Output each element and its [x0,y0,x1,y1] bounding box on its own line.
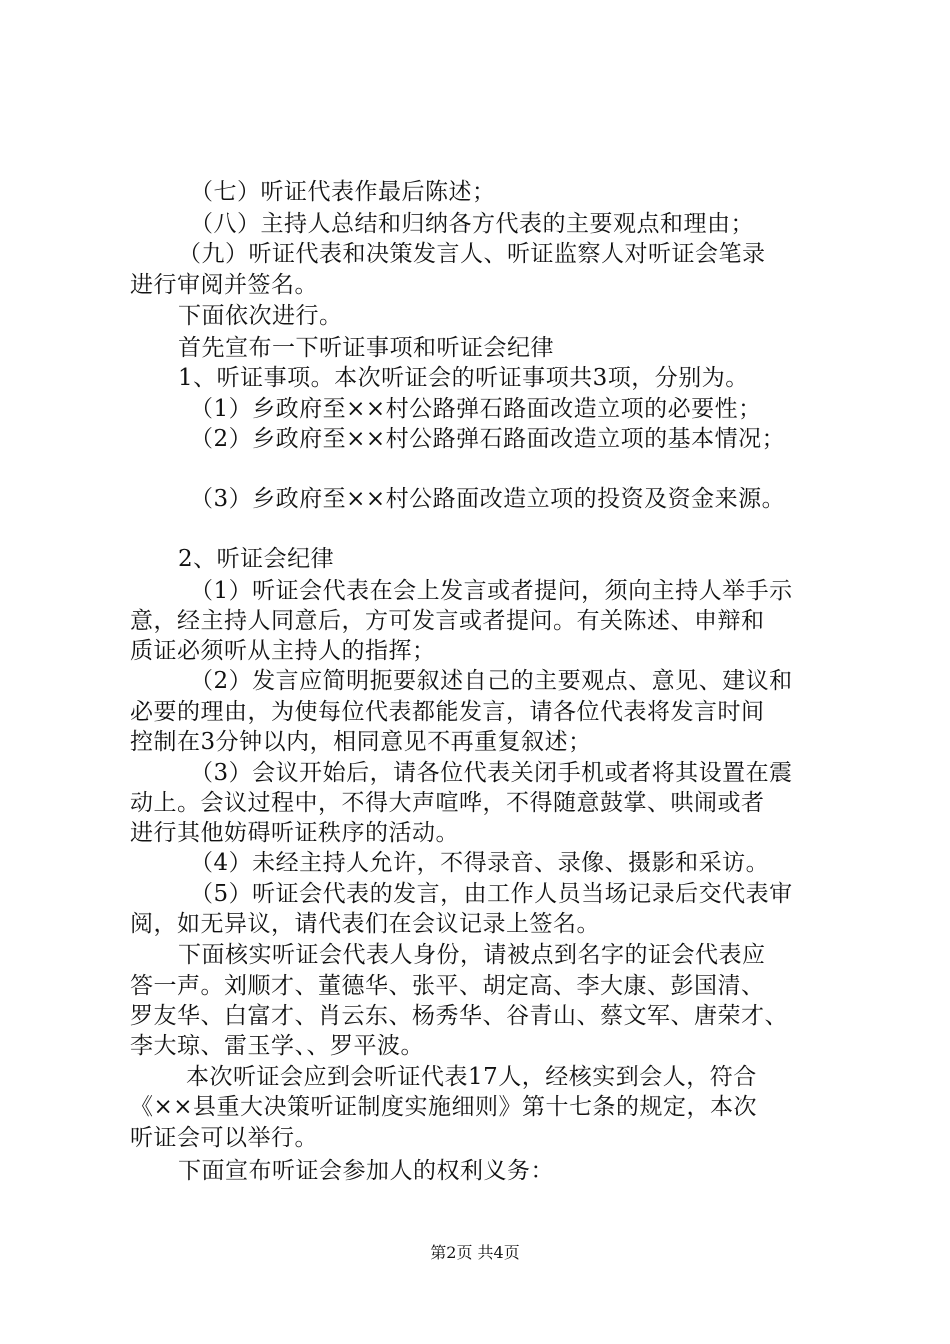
text-line: （2）乡政府至××村公路弹石路面改造立项的基本情况； [190,426,786,452]
text-line: （九）听证代表和决策发言人、听证监察人对听证会笔录 [178,241,766,267]
text-line: 听证会可以举行。 [130,1125,318,1151]
text-line: 罗友华、白富才、肖云东、杨秀华、谷青山、蔡文军、唐荣才、 [130,1003,788,1029]
text-line: 《××县重大决策听证制度实施细则》第十七条的规定，本次 [130,1094,758,1120]
text-line: 下面依次进行。 [178,303,343,329]
text-line: 李大琼、雷玉学、、罗平波。 [130,1033,424,1059]
text-line: 2、听证会纪律 [178,546,335,572]
text-line: （1）乡政府至××村公路弹石路面改造立项的必要性； [190,396,762,422]
text-line: 意，经主持人同意后，方可发言或者提问。有关陈述、申辩和 [130,608,765,634]
text-line: 答一声。刘顺才、董德华、张平、胡定高、李大康、彭国清、 [130,973,765,999]
text-line: （八）主持人总结和归纳各方代表的主要观点和理由； [190,211,754,237]
text-line: （5）听证会代表的发言，由工作人员当场记录后交代表审 [190,881,793,907]
text-line: 控制在3分钟以内，相同意见不再重复叙述； [130,729,592,755]
text-line: （2）发言应简明扼要叙述自己的主要观点、意见、建议和 [190,668,793,694]
text-line: 动上。会议过程中，不得大声喧哗，不得随意鼓掌、哄闹或者 [130,790,765,816]
text-line: （七）听证代表作最后陈述； [190,179,496,205]
text-line: （3）乡政府至××村公路面改造立项的投资及资金来源。 [190,486,786,512]
text-line: （3）会议开始后，请各位代表关闭手机或者将其设置在震 [190,760,793,786]
text-line: （1）听证会代表在会上发言或者提问，须向主持人举手示 [190,578,793,604]
text-line: 下面核实听证会代表人身份，请被点到名字的证会代表应 [178,942,766,968]
text-line: 本次听证会应到会听证代表17人，经核实到会人，符合 [186,1064,757,1090]
text-line: 阅，如无异议，请代表们在会议记录上签名。 [130,911,600,937]
text-line: 进行审阅并签名。 [130,272,318,298]
text-line: （4）未经主持人允许，不得录音、录像、摄影和采访。 [190,850,770,876]
text-line: 质证必须听从主持人的指挥； [130,638,436,664]
text-line: 首先宣布一下听证事项和听证会纪律 [178,335,554,361]
text-line: 必要的理由，为使每位代表都能发言，请各位代表将发言时间 [130,699,765,725]
text-line: 下面宣布听证会参加人的权利义务： [178,1158,554,1184]
page-number-footer: 第2页 共4页 [430,1243,520,1262]
text-line: 进行其他妨碍听证秩序的活动。 [130,820,459,846]
text-line: 1、听证事项。本次听证会的听证事项共3项，分别为。 [178,365,749,391]
